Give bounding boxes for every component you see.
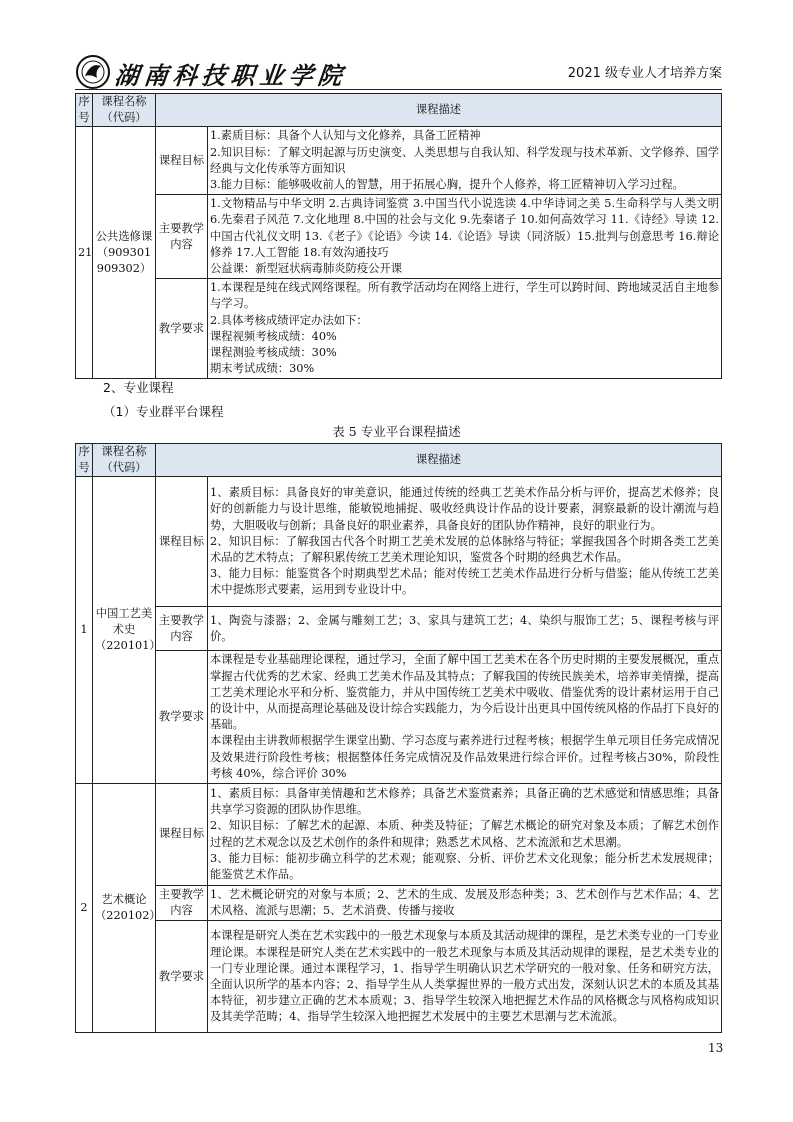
course-name: 公共选修课（909301 909302） <box>93 127 156 379</box>
content-label: 主要教学内容 <box>156 607 208 651</box>
platform-course-table <box>75 443 722 1033</box>
course-no: 1 <box>76 477 93 784</box>
req-label: 教学要求 <box>156 279 208 379</box>
header-name: 课程名称（代码） <box>93 444 156 477</box>
req-text: 本课程是研究人类在艺术实践中的一般艺术现象与本质及其活动规律的课程，是艺术类专业的一门专业理论课。本课程是研究人类在艺术实践中的一般艺术现象与本质及其活动规律的课程，是艺术类专业的一门专业理论课。通过本课程学习，1、指导学生明确认识艺术学研究的一般对象、任务和研究方法，全面认识所学的基本内容；2、指导学生从人类掌握世界的一般方式出发，深刻认识艺术的本质及其基本特征，初步建立正确的艺术本质观；3、指导学生较深入地把握艺术作品的风格概念与风格构成知识及其美学范畴；4、指导学生较深入地把握艺术发展中的主要艺术思潮与艺术流派。 <box>208 921 722 1033</box>
elective-course-table <box>75 93 722 379</box>
content-label: 主要教学内容 <box>156 195 208 279</box>
course-name: 中国工艺美术史（220101） <box>93 477 156 784</box>
goal-text: 1、素质目标：具备审美情趣和艺术修养；具备艺术鉴赏素养；具备正确的艺术感觉和情感思维；具备共享学习资源的团队协作思维。 2、知识目标：了解艺术的起源、本质、种类及特征；了解艺术概论的研究对象及本质；了解艺术创作过程的艺术观念以及艺术创作的条件和规律；熟悉艺术风格、艺术流派和艺术思潮。 3、能力目标：能初步确立科学的艺术观；能观察、分析、评价艺术文化现象；能分析艺术发展规律；能鉴赏艺术作品。 <box>208 784 722 886</box>
goal-label: 课程目标 <box>156 784 208 886</box>
school-logo-icon <box>75 54 111 90</box>
header-no: 序号 <box>76 94 93 127</box>
document-title: 2021 级专业人才培养方案 <box>567 66 722 81</box>
content-text: 1、艺术概论研究的对象与本质；2、艺术的生成、发展及形态种类；3、艺术创作与艺术作品；4、艺术风格、流派与思潮；5、艺术消费、传播与接收 <box>208 886 722 921</box>
subsection-heading: （1）专业群平台课程 <box>103 404 224 419</box>
goal-text: 1.素质目标：具备个人认知与文化修养，具备工匠精神 2.知识目标：了解文明起源与历史演变、人类思想与自我认知、科学发现与技术革新、文学修养、国学经典与文化传承等方面知识 3.能力目标：能够吸收前人的智慧，用于拓展心胸，提升个人修养，将工匠精神切入学习过程。 <box>208 127 722 195</box>
goal-text: 1、素质目标：具备良好的审美意识，能通过传统的经典工艺美术作品分析与评价，提高艺术修养；良好的创新能力与设计思维，能敏锐地捕捉、吸收经典设计作品的设计要素，洞察最新的设计潮流与趋势，大胆吸收与创新；具备良好的职业素养，具备良好的团队协作精神，良好的职业行为。 2、知识目标：了解我国古代各个时期工艺美术发展的总体脉络与特征；掌握我国各个时期各类工艺美术品的艺术特点；了解积累传统工艺美术理论知识，鉴赏各个时期的经典艺术作品。 3、能力目标：能鉴赏各个时期典型艺术品；能对传统工艺美术作品进行分析与借鉴；能从传统工艺美术中提炼形式要素，运用到专业设计中。 <box>208 477 722 607</box>
content-label: 主要教学内容 <box>156 886 208 921</box>
goal-label: 课程目标 <box>156 127 208 195</box>
header-desc: 课程描述 <box>156 444 722 477</box>
header-rule <box>75 89 722 90</box>
course-no: 2 <box>76 784 93 1033</box>
req-text: 1.本课程是纯在线式网络课程。所有教学活动均在网络上进行，学生可以跨时间、跨地域灵活自主地参与学习。 2.具体考核成绩评定办法如下： 课程视频考核成绩：40% 课程测验考核成绩：30% 期末考试成绩：30% <box>208 279 722 379</box>
req-label: 教学要求 <box>156 651 208 784</box>
school-name: 湖南科技职业学院 <box>113 61 349 90</box>
course-no: 21 <box>76 127 93 379</box>
content-text: 1、陶瓷与漆器；2、金属与雕刻工艺；3、家具与建筑工艺；4、染织与服饰工艺；5、课程考核与评价。 <box>208 607 722 651</box>
page-header <box>75 52 722 90</box>
header-no: 序号 <box>76 444 93 477</box>
table-caption: 表 5 专业平台课程描述 <box>332 424 461 439</box>
page-number: 13 <box>708 1041 724 1055</box>
section-heading: 2、专业课程 <box>103 380 174 395</box>
req-label: 教学要求 <box>156 921 208 1033</box>
course-name: 艺术概论（220102） <box>93 784 156 1033</box>
header-name: 课程名称（代码） <box>93 94 156 127</box>
content-text: 1.文物精品与中华文明 2.古典诗词鉴赏 3.中国当代小说选读 4.中华诗词之美 5.生命科学与人类文明 6.先秦君子风范 7.文化地理 8.中国的社会与文化 9.先秦诸子 10.如何高效学习 11.《诗经》导读 12.中国古代礼仪文明 13.《老子》《论语》今读 14.《论语》导读（同济版）15.批判与创意思考 16.辩论修养 17.人工智能 18.有效沟通技巧 公益课：新型冠状病毒肺炎防疫公开课 <box>208 195 722 279</box>
req-text: 本课程是专业基础理论课程，通过学习，全面了解中国工艺美术在各个历史时期的主要发展概况，重点掌握古代优秀的艺术家、经典工艺美术作品及其特点；了解我国的传统民族美术，培养审美情操，提高工艺美术理论水平和分析、鉴赏能力，并从中国传统工艺美术中吸收、借鉴优秀的设计素材运用于自己的设计中，从而提高理论基础及设计综合实践能力，为今后设计出更具中国传统风格的作品打下良好的基础。 本课程由主讲教师根据学生课堂出勤、学习态度与素养进行过程考核；根据学生单元项目任务完成情况及效果进行阶段性考核；根据整体任务完成情况及作品效果进行综合评价。过程考核占30%，阶段性考核 40%，综合评价 30% <box>208 651 722 784</box>
header-desc: 课程描述 <box>156 94 722 127</box>
goal-label: 课程目标 <box>156 477 208 607</box>
